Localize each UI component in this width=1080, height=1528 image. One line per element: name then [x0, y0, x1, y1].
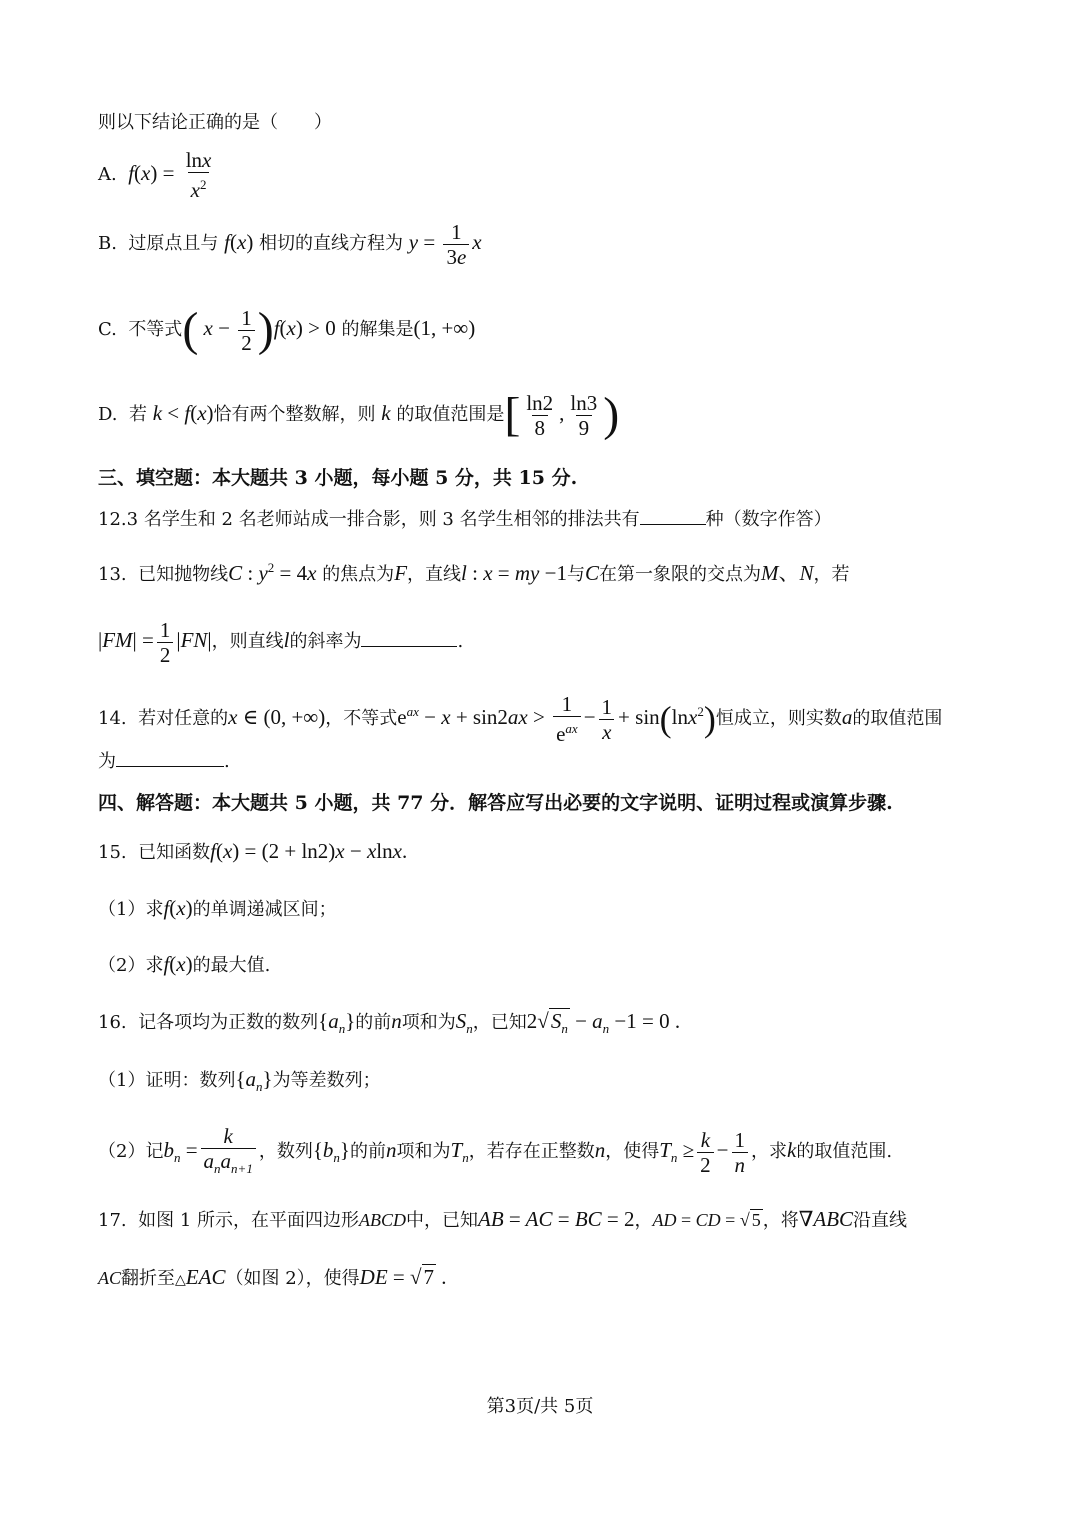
question-12: 12.3 名学生和 2 名老师站成一排合影，则 3 名学生相邻的排法共有 种（数字作答） [98, 506, 832, 533]
answer-blank[interactable] [361, 628, 457, 647]
question-14-line2: 为 . [98, 748, 230, 775]
question-17-line2: AC翻折至△EAC（如图 2），使得DE = √7 . [98, 1265, 447, 1289]
question-15-part2: （2）求f(x)的最大值. [98, 952, 271, 976]
option-b: B. 过原点且与 f(x) 相切的直线方程为 y = $\frac{1}{3e}$ x [98, 219, 482, 269]
question-16-part1: （1）证明：数列$\{a_n\}$为等差数列； [98, 1067, 381, 1094]
option-b-formula: y = $\frac{1}{3e}$ x [408, 219, 482, 269]
option-a [98, 148, 217, 202]
question-intro: 则以下结论正确的是（ ） [98, 112, 332, 133]
section-heading-3: 三、填空题：本大题共 3 小题，每小题 5 分，共 15 分. [98, 467, 578, 489]
question-14: 14. 若对任意的x ∈ (0, +∞)，不等式$e^{ax} - x + \sin 2ax$ > $\frac{1}{e^{ax}}$ − $\frac{1}{x}$ + sin(lnx$^2$)恒成立，则实数a的取值范围 [98, 692, 943, 747]
page-footer: 第3页/共 5页 [486, 1396, 594, 1417]
question-16-part2: （2）记$b_n$ = $\frac{k}{a_na_{n+1}}$ ，数列$\{b_n\}$的前n项和为$T_n$，若存在正整数n，使得$T_n$ ≥ $\frac{k}{2}$ − $\frac{1}{n}$ ，求k的取值范围. [98, 1122, 892, 1186]
question-15: 15. 已知函数f(x) = (2 + ln2)x − xlnx. [98, 839, 408, 863]
option-d: D. 若 k < f(x)恰有两个整数解，则 k 的取值范围是[ $\frac{\ln 2}{8}$ , $\frac{\ln 3}{9}$ ) [98, 388, 620, 442]
question-13: 13. 已知抛物线C : $y^2 = 4x$ 的焦点为F，直线l : x = my −1与C在第一象限的交点为M、N，若 [98, 560, 850, 585]
question-15-part1: （1）求f(x)的单调递减区间； [98, 896, 337, 920]
section-heading-4: 四、解答题：本大题共 5 小题，共 77 分．解答应写出必要的文字说明、证明过程或演算步骤. [98, 792, 893, 814]
option-c: C. 不等式( x − $\frac{1}{2}$ )f(x) > 0 的解集是(1, +∞) [98, 303, 476, 357]
question-17: 17. 如图 1 所示，在平面四边形ABCD中，已知AB = AC = BC = 2，AD = CD = √ 5 ，将∇ABC沿直线 [98, 1207, 908, 1231]
question-13-line2: |FM| = $\frac{1}{2}$ |FN|，则直线l的斜率为 . [98, 617, 464, 667]
answer-blank[interactable] [116, 748, 224, 767]
option-a-label: A. [98, 164, 117, 185]
question-16: 16. 记各项均为正数的数列$\{a_n\}$的前n项和为$S_n$，已知$2√S_n - a_n -1 = 0$ . [98, 1009, 681, 1036]
option-a-formula: f(x) = $\frac{\ln x}{x^2}$ [128, 148, 212, 203]
answer-blank[interactable] [640, 506, 706, 525]
